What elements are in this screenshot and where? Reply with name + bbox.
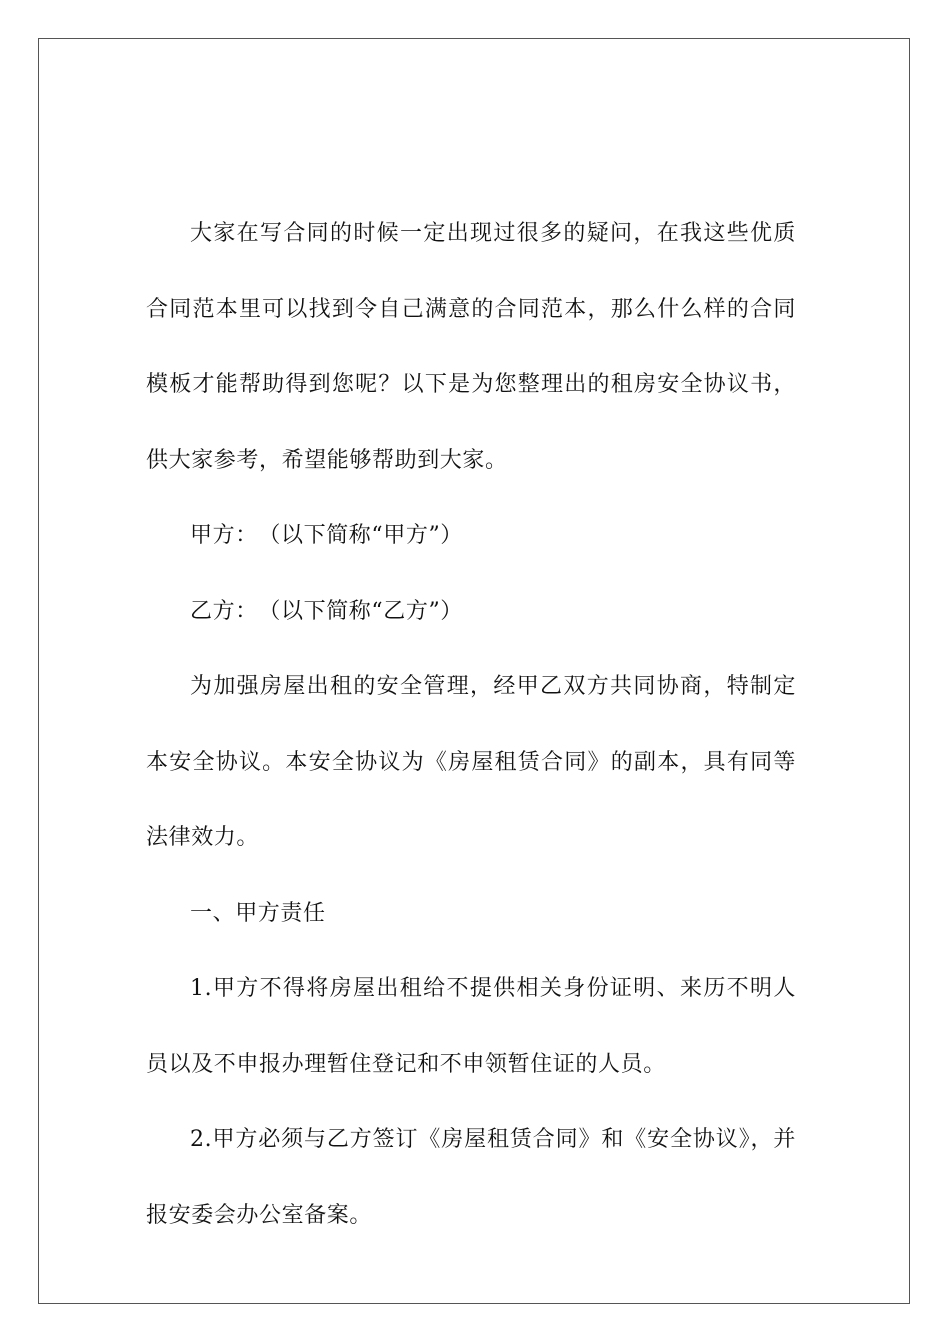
party-b-line: 乙方： （以下简称“乙方”） [190, 598, 463, 624]
section-heading-party-a-duties: 一、甲方责任 [190, 900, 326, 926]
document-body [146, 196, 796, 1253]
purpose-paragraph: 为加强房屋出租的安全管理，经甲乙双方共同协商，特制定本安全协议。本安全协议为《房屋租赁合同》的副本，具有同等法律效力。 [146, 674, 796, 850]
clause-2: 2.甲方必须与乙方签订《房屋租赁合同》和《安全协议》，并报安委会办公室备案。 [146, 1127, 796, 1228]
clause-1: 1.甲方不得将房屋出租给不提供相关身份证明、来历不明人员以及不申报办理暂住登记和不申领暂住证的人员。 [146, 976, 796, 1077]
party-a-line: 甲方： （以下简称“甲方”） [190, 523, 463, 548]
intro-paragraph: 大家在写合同的时候一定出现过很多的疑问，在我这些优质合同范本里可以找到令自己满意的合同范本，那么什么样的合同模板才能帮助得到您呢？以下是为您整理出的租房安全协议书，供大家参考，希望能够帮助到大家。 [146, 221, 796, 473]
